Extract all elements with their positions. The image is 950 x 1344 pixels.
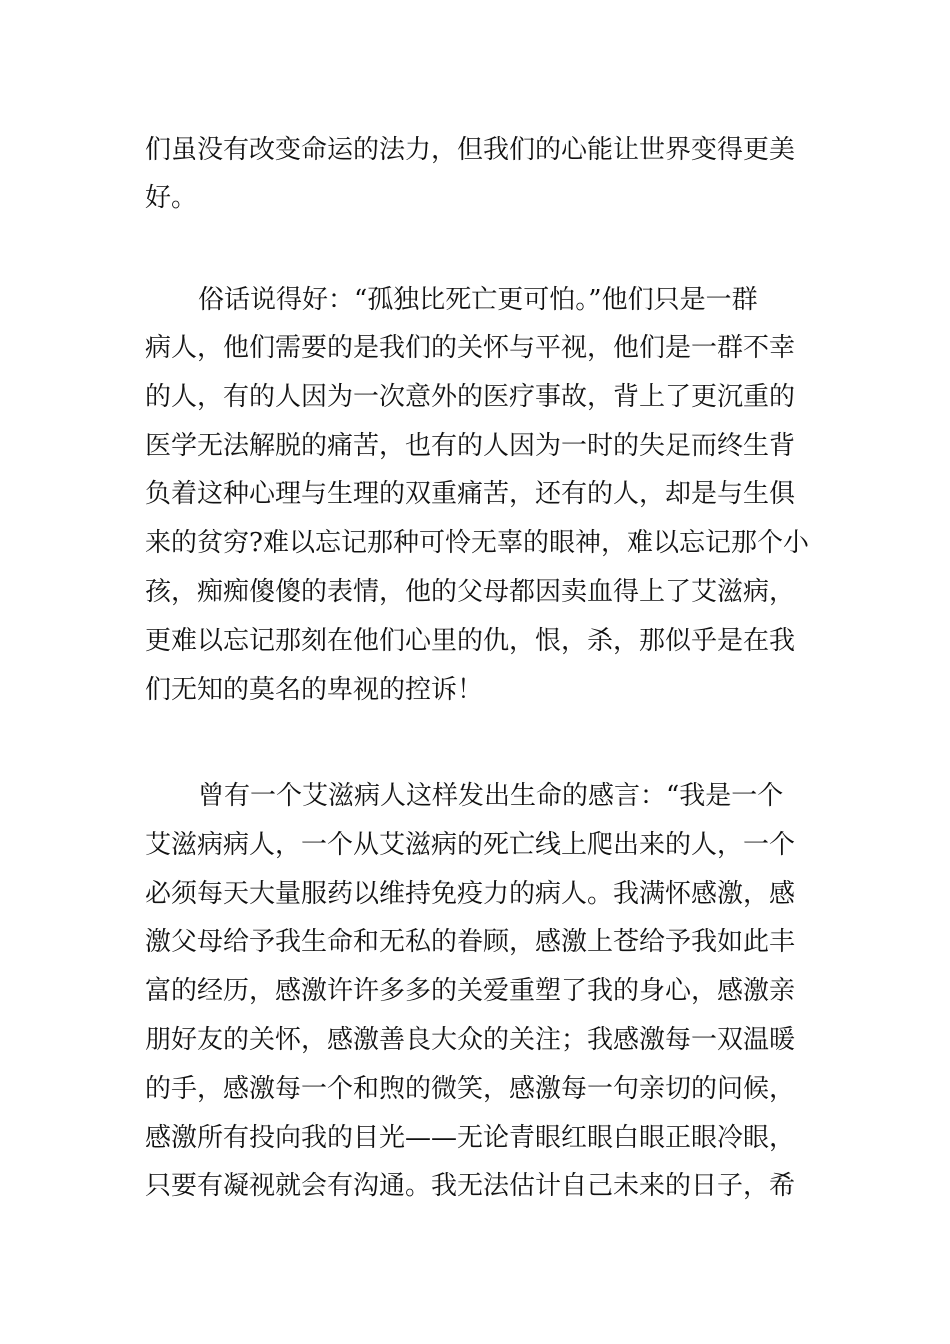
text-line: 更难以忘记那刻在他们心里的仇，恨，杀，那似乎是在我 (145, 626, 796, 656)
text-line: 朋好友的关怀，感激善良大众的关注；我感激每一双温暖 (145, 1025, 796, 1055)
text-line: 俗话说得好：“孤独比死亡更可怕。”他们只是一群 (198, 285, 758, 315)
text-line: 的人，有的人因为一次意外的医疗事故，背上了更沉重的 (145, 382, 796, 412)
text-line: 们虽没有改变命运的法力，但我们的心能让世界变得更美 (145, 135, 796, 165)
text-line: 来的贫穷?难以忘记那种可怜无辜的眼神，难以忘记那个小 (145, 528, 809, 558)
text-line: 的手，感激每一个和煦的微笑，感激每一句亲切的问候， (145, 1074, 796, 1104)
text-line: 病人，他们需要的是我们的关怀与平视，他们是一群不幸 (145, 333, 796, 363)
text-line: 医学无法解脱的痛苦，也有的人因为一时的失足而终生背 (145, 431, 796, 461)
text-line: 感激所有投向我的目光——无论青眼红眼白眼正眼冷眼， (145, 1123, 796, 1153)
text-line: 艾滋病病人，一个从艾滋病的死亡线上爬出来的人，一个 (145, 830, 796, 860)
text-line: 激父母给予我生命和无私的眷顾，感激上苍给予我如此丰 (145, 927, 796, 957)
text-line: 好。 (145, 183, 198, 213)
text-line: 只要有凝视就会有沟通。我无法估计自己未来的日子，希 (145, 1171, 796, 1201)
text-line: 富的经历，感激许许多多的关爱重塑了我的身心，感激亲 (145, 976, 796, 1006)
text-line: 孩，痴痴傻傻的表情，他的父母都因卖血得上了艾滋病， (145, 577, 796, 607)
text-line: 负着这种心理与生理的双重痛苦，还有的人，却是与生俱 (145, 479, 796, 509)
text-line: 曾有一个艾滋病人这样发出生命的感言：“我是一个 (198, 781, 784, 811)
text-line: 们无知的莫名的卑视的控诉！ (145, 675, 484, 705)
text-line: 必须每天大量服药以维持免疫力的病人。我满怀感激，感 (145, 879, 796, 909)
